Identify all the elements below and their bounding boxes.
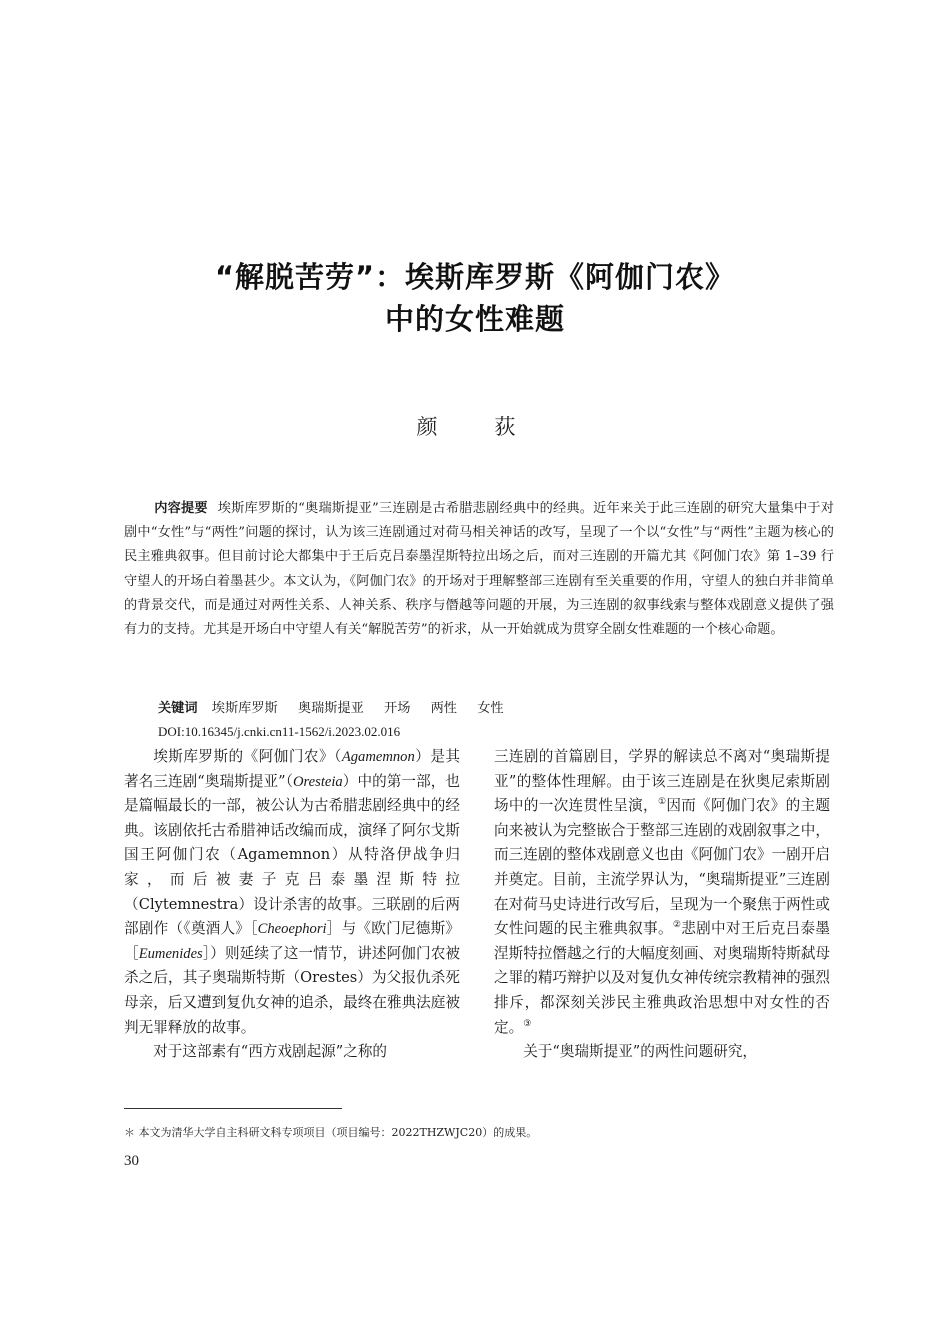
title-italic: Eumenides bbox=[138, 945, 203, 962]
body-column-right bbox=[494, 745, 830, 1065]
abstract-text: 埃斯库罗斯的“奥瑞斯提亚”三连剧是古希腊悲剧经典中的经典。近年来关于此三连剧的研究大量集中于对剧中“女性”与“两性”问题的探讨，认为该三连剧通过对荷马相关神话的改写，呈现了一个以“女性”与“两性”主题为核心的民主雅典叙事。但目前讨论大都集中于王后克吕泰墨涅斯特拉出场之后，而对三连剧的开篇尤其《阿伽门农》第 1–39 行守望人的开场白着墨甚少。本文认为，《阿伽门农》的开场对于理解整部三连剧有至关重要的作用，守望人的独白并非简单的背景交代，而是通过对两性关系、人神关系、秩序与僭越等问题的开展，为三连剧的叙事线索与整体戏剧意义提供了强有力的支持。尤其是开场白中守望人有关“解脱苦劳”的祈求，从一开始就成为贯穿全剧女性难题的一个核心命题。 bbox=[124, 501, 834, 638]
page-number: 30 bbox=[124, 1153, 139, 1169]
abstract bbox=[124, 497, 834, 642]
author-name: 颜 荻 bbox=[416, 415, 534, 439]
title-italic: Oresteia bbox=[293, 773, 343, 790]
doi: DOI:10.16345/j.cnki.cn11-1562/i.2023.02.016 bbox=[158, 724, 401, 739]
text-run: ］）则延续了这一情节，讲述阿伽门农被杀之后，其子奥瑞斯特斯（Orestes）为父报仇杀死母亲，后又遭到复仇女神的追杀，最终在雅典法庭被判无罪释放的故事。 bbox=[124, 944, 460, 1036]
footnote-ref[interactable]: ① bbox=[657, 797, 667, 808]
text-run: 三连剧的首篇剧目，学界的解读总不离对“奥瑞斯提亚”的整体性理解。由于该三连剧是在狄奥尼索斯剧场中的一次连贯性呈演， bbox=[494, 748, 830, 815]
text-run: 因而《阿伽门农》的主题向来被认为完整嵌合于整部三连剧的戏剧叙事之中，而三连剧的整体戏剧意义也由《阿伽门农》一剧开启并奠定。目前，主流学界认为，“奥瑞斯提亚”三连剧在对荷马史诗进行改写后，呈现为一个聚焦于两性或女性问题的民主雅典叙事。 bbox=[494, 797, 830, 938]
abstract-label: 内容提要 bbox=[154, 501, 208, 516]
body-paragraph bbox=[494, 745, 830, 1040]
text-run: ）是其著名三连剧“奥瑞斯提亚”（ bbox=[124, 748, 460, 790]
keyword-item: 两性 bbox=[430, 701, 457, 716]
text-run: 悲剧中对王后克吕泰墨涅斯特拉僭越之行的大幅度刻画、对奥瑞斯特斯弑母之罪的精巧辩护以及对复仇女神传统宗教精神的强烈排斥，都深刻关涉民主雅典政治思想中对女性的否定。 bbox=[494, 920, 830, 1036]
body-paragraph: 关于“奥瑞斯提亚”的两性问题研究， bbox=[523, 1043, 758, 1061]
footnote: ＊ 本文为清华大学自主科研文科专项项目（项目编号：2022THZWJC20）的成果。 bbox=[124, 1126, 538, 1139]
body-column-left bbox=[124, 745, 460, 1065]
text-run: ）中的第一部，也是篇幅最长的一部，被公认为古希腊悲剧经典中的经典。该剧依托古希腊神话改编而成，演绎了阿尔戈斯国王阿伽门农（Agamemnon）从特洛伊战争归家，而后被妻子克吕泰墨涅斯特拉（Clytemnestra）设计杀害的故事。三联剧的后两部剧作（《奠酒人》［ bbox=[124, 772, 460, 938]
title-italic: Agamemnon bbox=[341, 749, 415, 765]
keywords-label: 关键词 bbox=[158, 701, 198, 716]
body-paragraph: 对于这部素有“西方戏剧起源”之称的 bbox=[153, 1043, 388, 1061]
keyword-item: 埃斯库罗斯 bbox=[211, 701, 278, 716]
body-paragraph bbox=[124, 745, 460, 1040]
keyword-item: 开场 bbox=[384, 701, 411, 716]
keyword-item: 女性 bbox=[477, 701, 504, 716]
keyword-item: 奥瑞斯提亚 bbox=[297, 701, 364, 716]
footnote-divider bbox=[124, 1108, 342, 1109]
title-line-2: 中的女性难题 bbox=[384, 302, 565, 336]
text-run: 埃斯库罗斯的《阿伽门农》（ bbox=[153, 748, 342, 765]
keywords bbox=[158, 697, 520, 721]
footnote-ref[interactable]: ② bbox=[672, 920, 682, 931]
title-line-1: “解脱苦劳”：埃斯库罗斯《阿伽门农》 bbox=[214, 260, 736, 294]
title-italic: Cheoephori bbox=[257, 921, 327, 938]
footnote-ref[interactable]: ③ bbox=[523, 1018, 532, 1029]
text-run: ］与《欧门尼德斯》［ bbox=[124, 920, 460, 962]
